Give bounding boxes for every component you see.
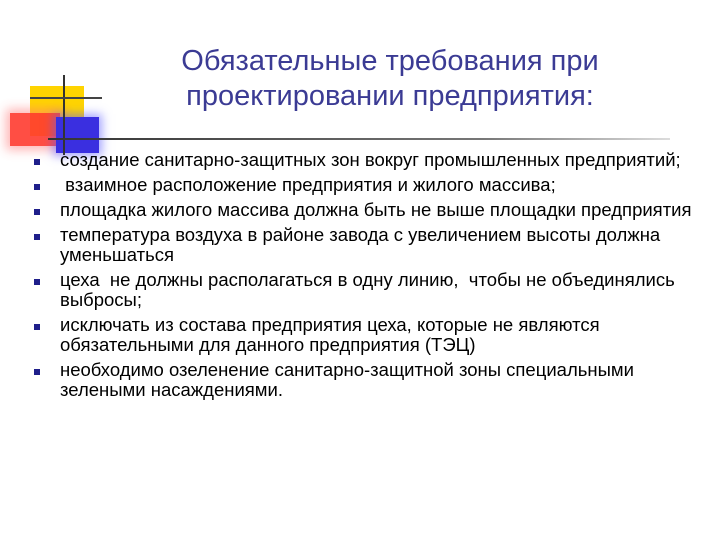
short-horizontal-rule (30, 97, 102, 99)
list-item (28, 360, 708, 400)
square-bullet-icon (34, 324, 40, 330)
list-item-text: температура воздуха в районе завода с увеличением высоты должна уменьшаться (60, 224, 661, 265)
list-item-text: взаимное расположение предприятия и жилого массива; (60, 174, 556, 195)
slide-title: Обязательные требования при проектировании предприятия: (181, 45, 599, 112)
square-bullet-icon (34, 369, 40, 375)
vertical-rule (63, 75, 65, 155)
requirements-list (28, 150, 708, 405)
list-item (28, 175, 708, 195)
list-item (28, 315, 708, 355)
color-squares-logo (0, 0, 110, 150)
square-bullet-icon (34, 159, 40, 165)
square-bullet-icon (34, 209, 40, 215)
list-item (28, 270, 708, 310)
square-bullet-icon (34, 279, 40, 285)
red-square (10, 113, 60, 146)
list-item-text: необходимо озеленение санитарно-защитной зоны специальными зелеными насаждениями. (60, 359, 634, 400)
list-item (28, 225, 708, 265)
list-item-text: исключать из состава предприятия цеха, которые не являются обязательными для данного предприятия (ТЭЦ) (60, 314, 600, 355)
list-item-text: площадка жилого массива должна быть не выше площадки предприятия (60, 199, 692, 220)
list-item-text: создание санитарно-защитных зон вокруг промышленных предприятий; (60, 149, 681, 170)
title-divider (48, 138, 670, 140)
list-item (28, 150, 708, 170)
square-bullet-icon (34, 184, 40, 190)
list-item (28, 200, 708, 220)
square-bullet-icon (34, 234, 40, 240)
list-item-text: цеха не должны располагаться в одну линию, чтобы не объединялись выбросы; (60, 269, 680, 310)
